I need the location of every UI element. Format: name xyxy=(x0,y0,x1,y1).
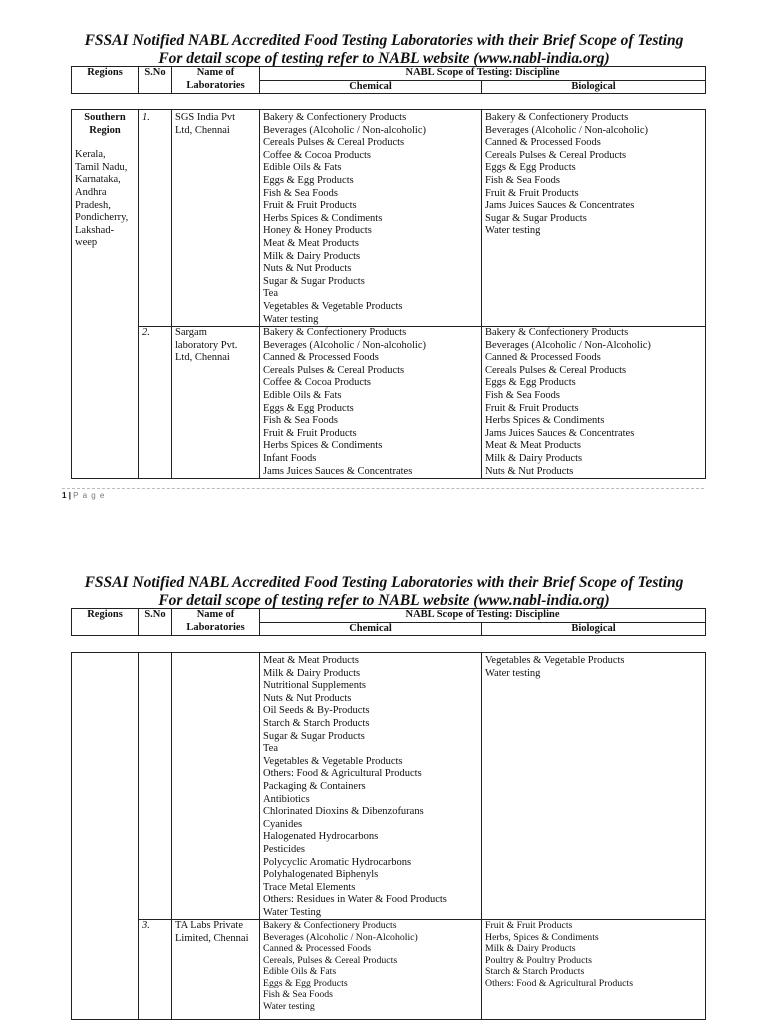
header-name-line1: Name of xyxy=(196,67,235,78)
scope-item: Others: Residues in Water & Food Products xyxy=(263,894,447,906)
lab-name xyxy=(172,110,260,327)
page-footer xyxy=(62,488,704,500)
title-line-1: FSSAI Notified NABL Accredited Food Testing Laboratories with their Brief Scope of Testing xyxy=(84,32,684,49)
lab-sno: 1. xyxy=(139,110,172,327)
labs-table-page2 xyxy=(71,652,706,1020)
lab-chemical-scope xyxy=(260,327,482,479)
scope-item: Fruit & Fruit Products xyxy=(485,402,579,414)
scope-item: Eggs & Egg Products xyxy=(485,377,576,389)
scope-item: Fruit & Fruit Products xyxy=(485,920,573,932)
title-line-2: For detail scope of testing refer to NABL website (www.nabl-india.org) xyxy=(158,50,610,67)
scope-item: Oil Seeds & By-Products xyxy=(263,705,370,717)
scope-item: Fruit & Fruit Products xyxy=(263,200,357,212)
scope-item: Sugar & Sugar Products xyxy=(263,275,365,287)
scope-item: Antibiotics xyxy=(263,793,310,805)
scope-item: Starch & Starch Products xyxy=(263,717,370,729)
scope-item: Others: Food & Agricultural Products xyxy=(485,977,634,989)
header-name-line2: Laboratories xyxy=(186,79,245,91)
header-table-page2 xyxy=(71,608,706,636)
scope-item: Fish & Sea Foods xyxy=(485,174,560,186)
region-cell xyxy=(72,110,139,479)
scope-item: Vegetables & Vegetable Products xyxy=(263,300,403,312)
labs-table-page1 xyxy=(71,109,706,479)
header-name xyxy=(172,67,260,94)
scope-item: Milk & Dairy Products xyxy=(263,667,361,679)
header-table-page1 xyxy=(71,66,706,94)
scope-item: Fish & Sea Foods xyxy=(263,989,333,1001)
lab-name-line: Sargam xyxy=(175,327,207,339)
document-title-page2 xyxy=(0,574,768,610)
state-item: Andhra xyxy=(75,186,107,198)
state-item: Pradesh, xyxy=(75,199,111,211)
scope-item: Bakery & Confectionery Products xyxy=(485,327,629,339)
lab-sno: 3. xyxy=(139,920,172,1020)
scope-item: Bakery & Confectionery Products xyxy=(263,920,397,932)
header-name xyxy=(172,609,260,636)
scope-item: Nuts & Nut Products xyxy=(263,692,352,704)
scope-item: Vegetables & Vegetable Products xyxy=(263,755,403,767)
scope-item: Sugar & Sugar Products xyxy=(263,730,365,742)
scope-item: Meat & Meat Products xyxy=(263,655,359,666)
scope-item: Fish & Sea Foods xyxy=(263,415,338,427)
lab-name-line: Ltd, Chennai xyxy=(175,352,230,364)
title-line-1: FSSAI Notified NABL Accredited Food Testing Laboratories with their Brief Scope of Testing xyxy=(84,574,684,591)
scope-item: Meat & Meat Products xyxy=(263,237,359,249)
scope-item: Honey & Honey Products xyxy=(263,225,372,237)
scope-item: Fish & Sea Foods xyxy=(485,390,560,402)
scope-item: Sugar & Sugar Products xyxy=(485,212,587,224)
scope-item: Herbs Spices & Condiments xyxy=(263,212,383,224)
scope-item: Beverages (Alcoholic / Non-alcoholic) xyxy=(263,339,426,351)
scope-item: Nuts & Nut Products xyxy=(263,263,352,275)
scope-item: Bakery & Confectionery Products xyxy=(485,112,629,123)
lab-chemical-scope xyxy=(260,110,482,327)
scope-item: Cereals Pulses & Cereal Products xyxy=(485,364,627,376)
scope-item: Canned & Processed Foods xyxy=(263,943,372,955)
scope-item: Pesticides xyxy=(263,843,305,855)
header-sno: S.No xyxy=(139,67,172,94)
scope-item: Fruit & Fruit Products xyxy=(263,427,357,439)
scope-item: Water testing xyxy=(263,313,319,325)
scope-item: Chlorinated Dioxins & Dibenzofurans xyxy=(263,806,424,818)
lab-name-line: TA Labs Private xyxy=(175,920,243,932)
scope-item: Herbs, Spices & Condiments xyxy=(485,931,599,943)
header-scope: NABL Scope of Testing: Discipline xyxy=(260,609,706,623)
region-states xyxy=(75,149,135,250)
scope-item: Edible Oils & Fats xyxy=(263,966,337,978)
scope-item: Cereals Pulses & Cereal Products xyxy=(263,137,405,149)
header-name-line2: Laboratories xyxy=(186,621,245,633)
lab-biological-scope xyxy=(482,920,706,1020)
header-chemical: Chemical xyxy=(260,622,482,636)
scope-item: Herbs Spices & Condiments xyxy=(485,415,605,427)
scope-item: Eggs & Egg Products xyxy=(263,402,354,414)
scope-item: Infant Foods xyxy=(263,453,317,465)
lab-name-line: Limited, Chennai xyxy=(175,933,249,945)
scope-item: Packaging & Containers xyxy=(263,780,366,792)
scope-item: Jams Juices Sauces & Concentrates xyxy=(485,427,635,439)
scope-item: Vegetables & Vegetable Products xyxy=(485,655,625,666)
region-name-line2: Region xyxy=(89,124,121,136)
scope-item: Others: Food & Agricultural Products xyxy=(263,768,422,780)
scope-item: Polyhalogenated Biphenyls xyxy=(263,869,379,881)
lab-biological-scope xyxy=(482,327,706,479)
page-label: P a g e xyxy=(73,491,106,500)
scope-item: Milk & Dairy Products xyxy=(485,453,583,465)
lab-name-line: SGS India Pvt xyxy=(175,112,236,123)
lab-sno xyxy=(139,653,172,920)
scope-item: Beverages (Alcoholic / Non-Alcoholic) xyxy=(263,931,418,943)
header-sno: S.No xyxy=(139,609,172,636)
header-biological: Biological xyxy=(482,80,706,94)
scope-item: Water testing xyxy=(263,1000,315,1012)
scope-item: Polycyclic Aromatic Hydrocarbons xyxy=(263,856,412,868)
lab-name-line: laboratory Pvt. xyxy=(175,339,238,351)
lab-name xyxy=(172,920,260,1020)
scope-item: Bakery & Confectionery Products xyxy=(263,327,407,339)
scope-item: Beverages (Alcoholic / Non-Alcoholic) xyxy=(485,339,651,351)
scope-item: Water Testing xyxy=(263,906,322,918)
scope-item: Canned & Processed Foods xyxy=(263,352,379,364)
page-separator: | xyxy=(68,491,71,500)
scope-item: Beverages (Alcoholic / Non-alcoholic) xyxy=(263,124,426,136)
scope-item: Poultry & Poultry Products xyxy=(485,954,592,966)
scope-item: Cyanides xyxy=(263,818,303,830)
header-scope: NABL Scope of Testing: Discipline xyxy=(260,67,706,81)
header-name-line1: Name of xyxy=(196,609,235,620)
scope-item: Eggs & Egg Products xyxy=(263,977,348,989)
state-item: Lakshad- xyxy=(75,224,115,236)
scope-item: Water testing xyxy=(485,225,541,237)
scope-item: Trace Metal Elements xyxy=(263,881,356,893)
header-chemical: Chemical xyxy=(260,80,482,94)
scope-item: Beverages (Alcoholic / Non-alcoholic) xyxy=(485,124,648,136)
scope-item: Jams Juices Sauces & Concentrates xyxy=(263,465,413,477)
scope-item: Nuts & Nut Products xyxy=(485,465,574,477)
state-item: Kerala, xyxy=(75,149,106,161)
lab-name xyxy=(172,327,260,479)
state-item: weep xyxy=(75,237,98,249)
scope-item: Coffee & Cocoa Products xyxy=(263,377,371,389)
state-item: Pondicherry, xyxy=(75,212,129,224)
header-regions: Regions xyxy=(72,609,139,636)
lab-chemical-scope xyxy=(260,920,482,1020)
scope-item: Jams Juices Sauces & Concentrates xyxy=(485,200,635,212)
region-name-line1: Southern xyxy=(84,112,126,123)
header-biological: Biological xyxy=(482,622,706,636)
scope-item: Coffee & Cocoa Products xyxy=(263,149,371,161)
scope-item: Herbs Spices & Condiments xyxy=(263,440,383,452)
lab-sno: 2. xyxy=(139,327,172,479)
scope-item: Eggs & Egg Products xyxy=(263,174,354,186)
scope-item: Water testing xyxy=(485,667,541,679)
scope-item: Bakery & Confectionery Products xyxy=(263,112,407,123)
lab-name-line: Ltd, Chennai xyxy=(175,124,230,136)
scope-item: Edible Oils & Fats xyxy=(263,162,342,174)
scope-item: Halogenated Hydrocarbons xyxy=(263,831,379,843)
lab-name xyxy=(172,653,260,920)
scope-item: Nutritional Supplements xyxy=(263,680,366,692)
scope-item: Milk & Dairy Products xyxy=(485,943,576,955)
header-regions: Regions xyxy=(72,67,139,94)
scope-item: Cereals Pulses & Cereal Products xyxy=(263,364,405,376)
scope-item: Cereals Pulses & Cereal Products xyxy=(485,149,627,161)
scope-item: Tea xyxy=(263,288,279,300)
scope-item: Starch & Starch Products xyxy=(485,966,585,978)
scope-item: Canned & Processed Foods xyxy=(485,137,601,149)
page-number: 1 xyxy=(62,491,67,500)
lab-biological-scope xyxy=(482,110,706,327)
scope-item: Fruit & Fruit Products xyxy=(485,187,579,199)
state-item: Karnataka, xyxy=(75,174,121,186)
lab-chemical-scope xyxy=(260,653,482,920)
scope-item: Canned & Processed Foods xyxy=(485,352,601,364)
lab-biological-scope xyxy=(482,653,706,920)
scope-item: Tea xyxy=(263,743,279,755)
scope-item: Fish & Sea Foods xyxy=(263,187,338,199)
region-cell-continued xyxy=(72,653,139,1020)
title-line-2: For detail scope of testing refer to NABL website (www.nabl-india.org) xyxy=(158,592,610,609)
state-item: Tamil Nadu, xyxy=(75,161,128,173)
scope-item: Milk & Dairy Products xyxy=(263,250,361,262)
document-title xyxy=(0,32,768,68)
scope-item: Eggs & Egg Products xyxy=(485,162,576,174)
scope-item: Edible Oils & Fats xyxy=(263,390,342,402)
scope-item: Cereals, Pulses & Cereal Products xyxy=(263,954,398,966)
scope-item: Meat & Meat Products xyxy=(485,440,581,452)
